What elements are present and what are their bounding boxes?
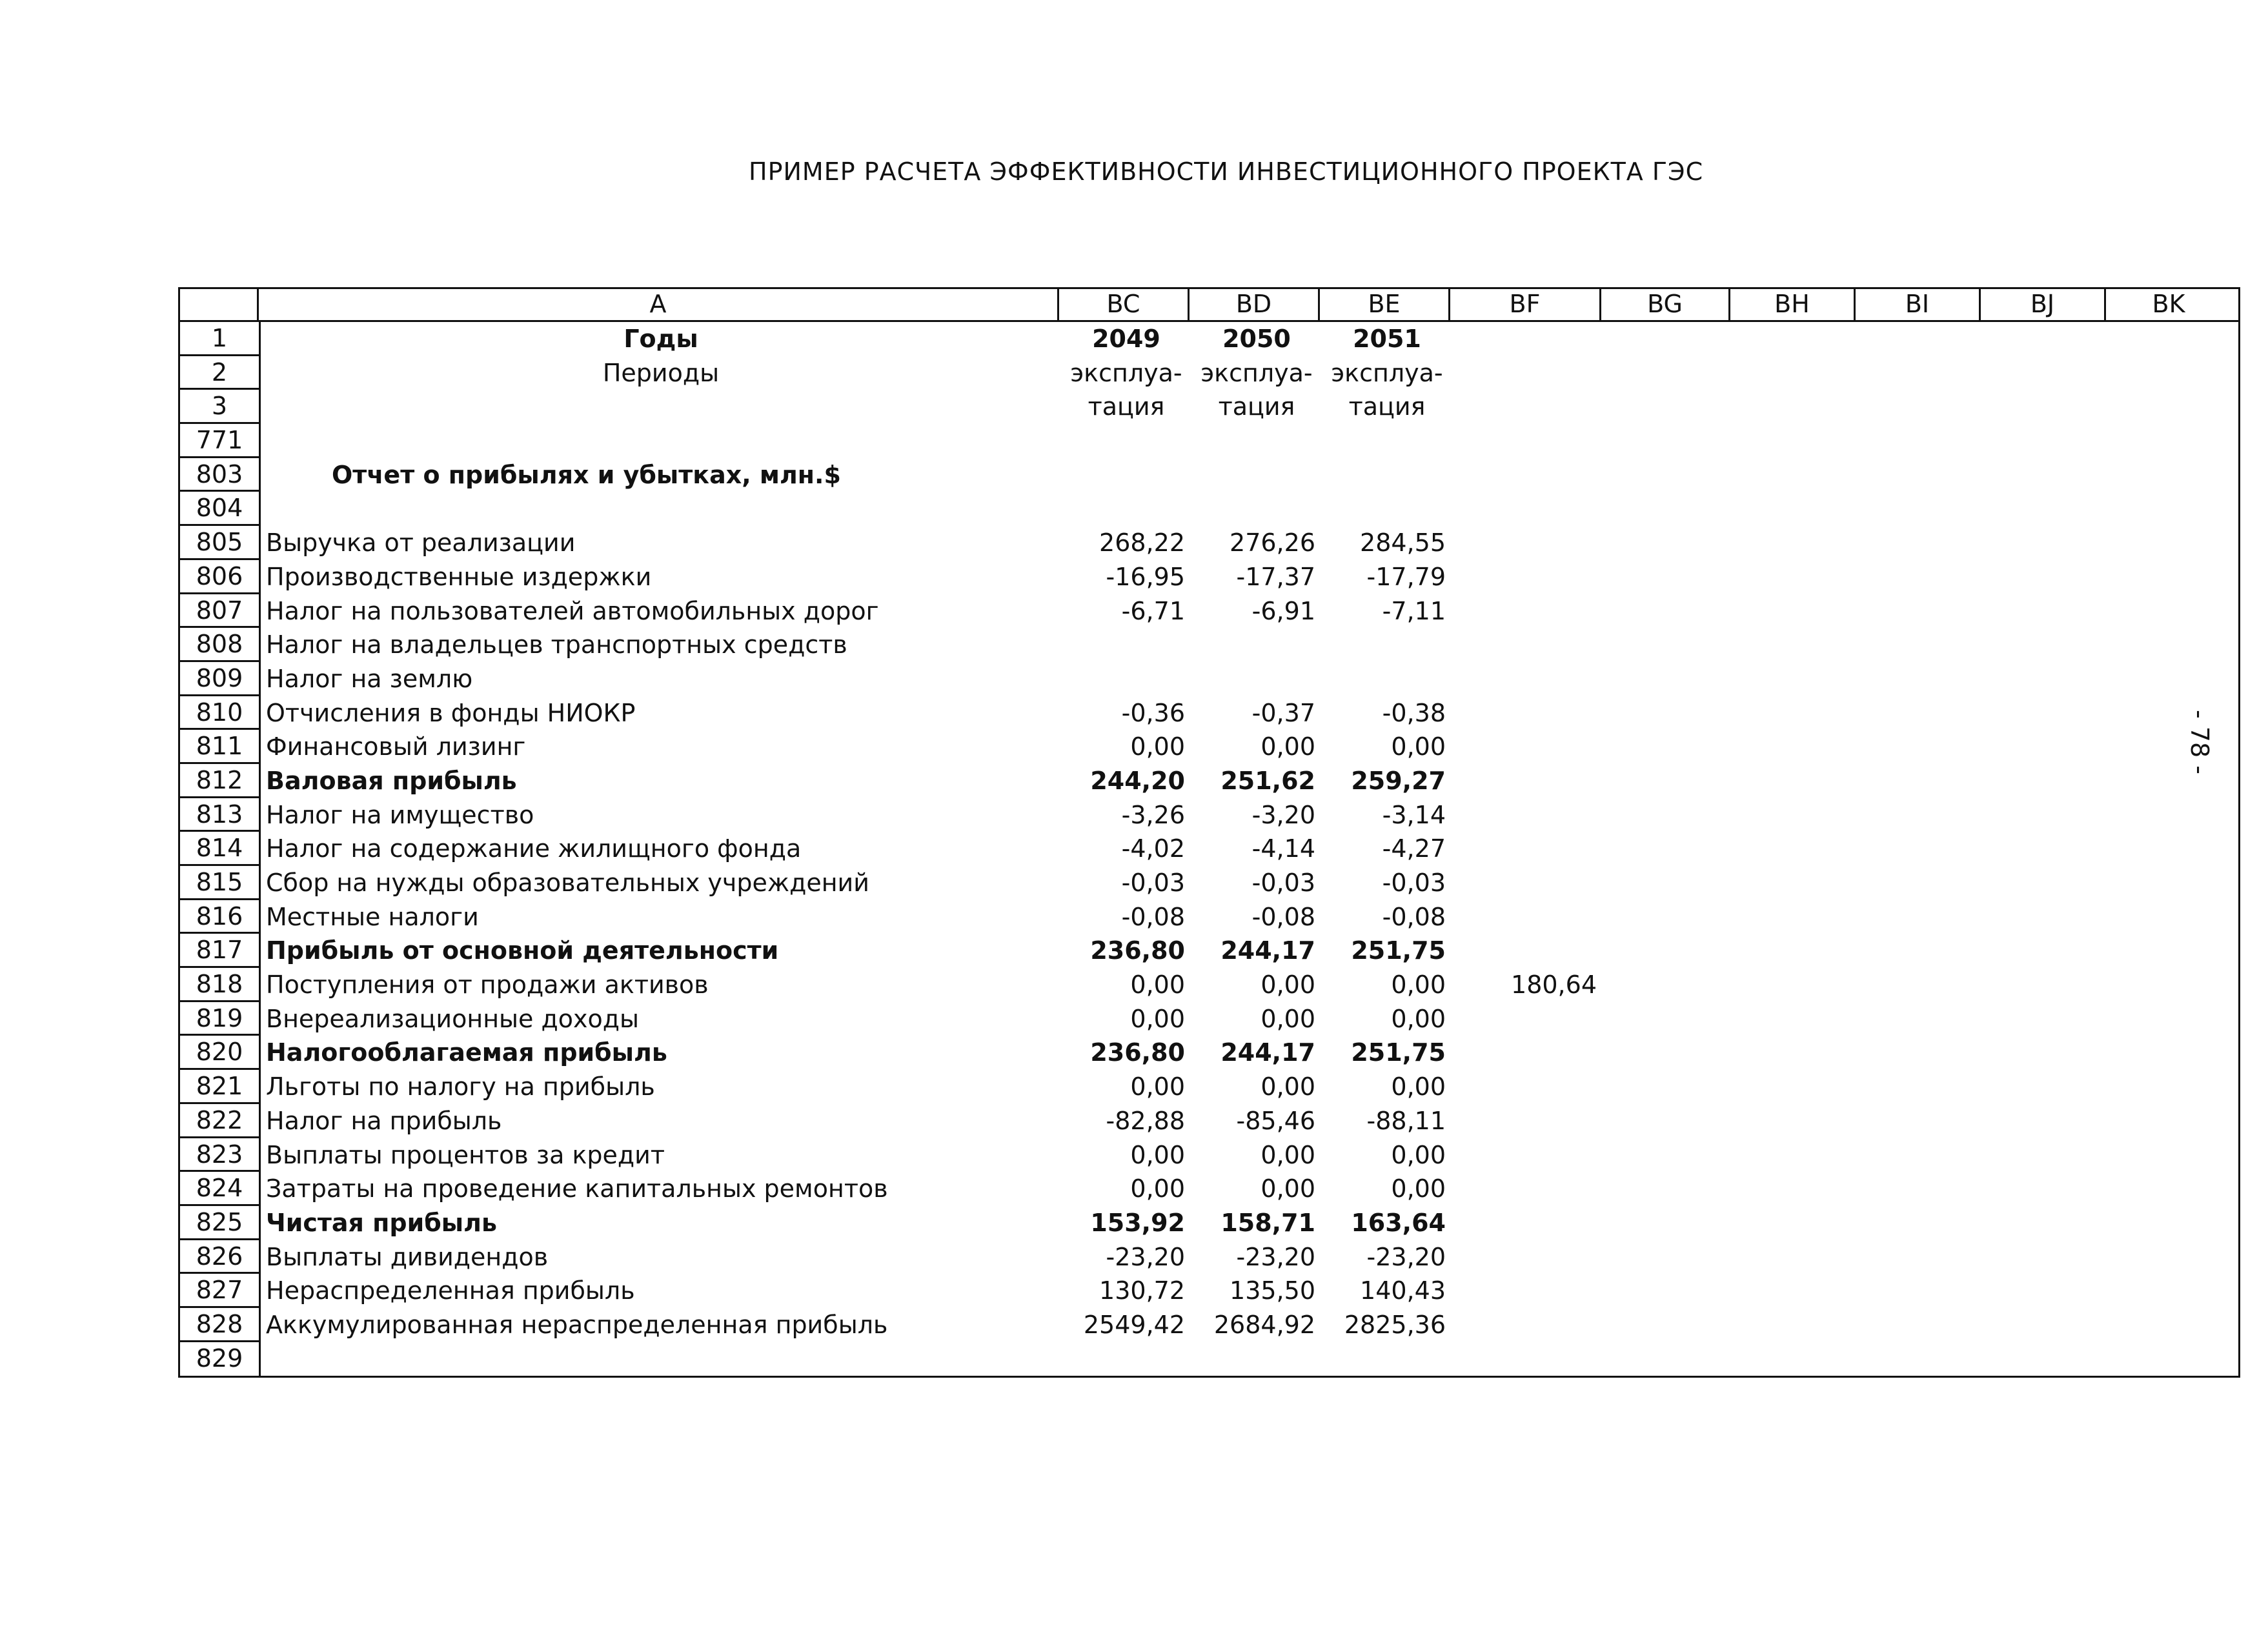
row-number[interactable]: 823: [180, 1138, 259, 1172]
cell-value-bf[interactable]: [1452, 1172, 1603, 1206]
cell-value-be[interactable]: -23,20: [1366, 1242, 1446, 1271]
cell-label[interactable]: Валовая прибыль: [266, 766, 517, 795]
row-number[interactable]: 822: [180, 1104, 259, 1138]
table-row: [261, 1342, 2238, 1376]
page-number: - 78 -: [2185, 710, 2214, 774]
cell-label[interactable]: Периоды: [602, 358, 720, 387]
cell-value-bd[interactable]: [1191, 1342, 1322, 1376]
cell-value-bc[interactable]: 2549,42: [1083, 1310, 1185, 1339]
cell-value-bd[interactable]: [1191, 424, 1322, 458]
cell-value-bd[interactable]: [1191, 628, 1322, 662]
row-number[interactable]: 807: [180, 594, 259, 629]
cell-value-bf[interactable]: [1452, 696, 1603, 730]
cell-value-bf[interactable]: [1452, 934, 1603, 968]
row-number[interactable]: 811: [180, 730, 259, 764]
cell-value-bc[interactable]: 0,00: [1130, 1004, 1185, 1033]
cell-value-bc[interactable]: [1061, 662, 1191, 696]
cell-label[interactable]: Налогооблагаемая прибыль: [266, 1038, 667, 1067]
cell-value-bc[interactable]: -0,36: [1121, 698, 1185, 727]
cell-value-be[interactable]: 0,00: [1391, 1140, 1446, 1169]
cell-value-bf[interactable]: [1452, 390, 1603, 424]
row-number[interactable]: 816: [180, 900, 259, 934]
row-number[interactable]: 805: [180, 526, 259, 560]
table-row: [261, 1104, 2238, 1138]
cell-value-bf[interactable]: [1452, 662, 1603, 696]
cell-value-bc[interactable]: 244,20: [1090, 766, 1185, 795]
cell-value-bc[interactable]: 0,00: [1130, 1140, 1185, 1169]
cell-value-be[interactable]: -4,27: [1382, 834, 1446, 863]
row-number[interactable]: 826: [180, 1240, 259, 1274]
cell-label[interactable]: Финансовый лизинг: [266, 732, 526, 761]
cell-value-bf[interactable]: [1452, 1070, 1603, 1104]
table-row: [261, 968, 2238, 1002]
cell-value-be[interactable]: тация: [1348, 392, 1426, 421]
cell-label[interactable]: Чистая прибыль: [266, 1208, 497, 1237]
cell-label[interactable]: Местные налоги: [266, 902, 479, 931]
cell-value-bf[interactable]: [1452, 866, 1603, 900]
cell-value-bd[interactable]: -0,03: [1251, 869, 1315, 897]
cell-value-bf[interactable]: [1452, 1308, 1603, 1342]
table-row: [261, 492, 2238, 526]
cell-value-bf[interactable]: [1452, 764, 1603, 798]
cell-value-bd[interactable]: 0,00: [1261, 1072, 1315, 1102]
cell-value-be[interactable]: 0,00: [1391, 971, 1446, 1000]
page-title: ПРИМЕР РАСЧЕТА ЭФФЕКТИВНОСТИ ИНВЕСТИЦИОННОГО ПРОЕКТА ГЭС: [749, 157, 1704, 186]
cell-value-bc[interactable]: эксплуа-: [1070, 358, 1182, 387]
cell-value-bf[interactable]: [1452, 458, 1603, 492]
row-number[interactable]: 813: [180, 798, 259, 832]
row-number[interactable]: 819: [180, 1002, 259, 1036]
cell-value-bd[interactable]: [1191, 492, 1322, 526]
cell-value-bc[interactable]: -6,71: [1121, 596, 1185, 625]
cell-value-bf[interactable]: [1452, 526, 1603, 560]
cell-value-bd[interactable]: 251,62: [1220, 766, 1315, 795]
row-number[interactable]: 824: [180, 1172, 259, 1206]
column-header[interactable]: BI: [1856, 289, 1981, 320]
row-number[interactable]: 814: [180, 832, 259, 866]
table-row: [261, 866, 2238, 900]
cell-label[interactable]: Отчисления в фонды НИОКР: [266, 698, 636, 727]
table-row: [261, 764, 2238, 798]
cell-label[interactable]: Прибыль от основной деятельности: [266, 936, 779, 965]
cell-value-bc[interactable]: 153,92: [1090, 1208, 1185, 1237]
column-header[interactable]: BE: [1320, 289, 1450, 320]
table-row: [261, 390, 2238, 424]
cell-value-bc[interactable]: 236,80: [1090, 1038, 1185, 1067]
cell-label[interactable]: Налог на пользователей автомобильных дорог: [266, 596, 879, 625]
table-row: [261, 1206, 2238, 1240]
cell-value-bc[interactable]: тация: [1088, 392, 1165, 421]
cell-label[interactable]: Отчет о прибылях и убытках, млн.$: [332, 460, 841, 489]
cell-value-bc[interactable]: [1061, 628, 1191, 662]
cell-value-bd[interactable]: -0,37: [1251, 698, 1315, 727]
cell-value-be[interactable]: 259,27: [1351, 766, 1446, 795]
row-number[interactable]: 820: [180, 1036, 259, 1070]
cell-label[interactable]: Затраты на проведение капитальных ремонтов: [266, 1174, 888, 1203]
cell-label[interactable]: Выплаты дивидендов: [266, 1242, 549, 1271]
table-row: [261, 458, 2238, 492]
row-number[interactable]: 817: [180, 934, 259, 968]
row-number[interactable]: 818: [180, 968, 259, 1002]
cell-value-be[interactable]: [1322, 492, 1452, 526]
cell-value-bf[interactable]: [1452, 1274, 1603, 1308]
cell-value-be[interactable]: -7,11: [1382, 596, 1446, 625]
cell-label[interactable]: Налог на содержание жилищного фонда: [266, 834, 802, 863]
cell-value-bf[interactable]: [1452, 322, 1603, 356]
table-row: [261, 1274, 2238, 1308]
cell-label[interactable]: Аккумулированная нераспределенная прибыль: [266, 1310, 888, 1339]
table-row: [261, 1036, 2238, 1070]
cell-label[interactable]: [261, 424, 1061, 458]
cell-value-bd[interactable]: -0,08: [1251, 902, 1315, 931]
cell-value-bc[interactable]: -16,95: [1106, 562, 1185, 591]
cell-label[interactable]: Нераспределенная прибыль: [266, 1276, 635, 1305]
cell-value-bf[interactable]: 180,64: [1511, 971, 1597, 1000]
cell-value-bf[interactable]: [1452, 1002, 1603, 1036]
row-number[interactable]: 810: [180, 696, 259, 730]
cell-value-bd[interactable]: 158,71: [1220, 1208, 1315, 1237]
cell-value-bd[interactable]: 0,00: [1261, 971, 1315, 1000]
cell-value-be[interactable]: [1322, 424, 1452, 458]
row-number[interactable]: 812: [180, 764, 259, 798]
table-row: [261, 1070, 2238, 1104]
cell-value-bd[interactable]: -23,20: [1236, 1242, 1315, 1271]
cell-label[interactable]: Годы: [623, 325, 698, 353]
cell-value-bf[interactable]: [1452, 900, 1603, 934]
cell-value-bf[interactable]: [1452, 832, 1603, 866]
column-header[interactable]: BC: [1059, 289, 1190, 320]
table-row: [261, 594, 2238, 629]
cell-label[interactable]: [261, 390, 1061, 424]
cell-label[interactable]: Налог на землю: [266, 664, 473, 693]
cell-value-be[interactable]: [1322, 1342, 1452, 1376]
row-number[interactable]: 808: [180, 628, 259, 662]
cell-value-be[interactable]: [1322, 458, 1452, 492]
cell-value-bf[interactable]: [1452, 560, 1603, 594]
column-header[interactable]: BJ: [1981, 289, 2106, 320]
row-number[interactable]: 821: [180, 1070, 259, 1104]
table-row: [261, 628, 2238, 662]
cell-value-bf[interactable]: [1452, 1206, 1603, 1240]
cell-value-bc[interactable]: [1061, 492, 1191, 526]
cell-value-be[interactable]: [1322, 628, 1452, 662]
spreadsheet: [178, 287, 2240, 1378]
cell-value-bd[interactable]: [1191, 662, 1322, 696]
cell-label[interactable]: Выплаты процентов за кредит: [266, 1140, 665, 1169]
cell-value-bf[interactable]: [1452, 730, 1603, 764]
cell-value-be[interactable]: -0,03: [1382, 869, 1446, 897]
cell-value-bc[interactable]: -0,03: [1121, 869, 1185, 897]
column-header[interactable]: BH: [1730, 289, 1856, 320]
cell-value-bc[interactable]: 0,00: [1130, 1174, 1185, 1203]
cell-value-bd[interactable]: 135,50: [1230, 1276, 1315, 1305]
row-number-column: [180, 322, 261, 1376]
cell-value-bd[interactable]: -85,46: [1236, 1106, 1315, 1135]
cell-value-bf[interactable]: [1452, 798, 1603, 832]
table-row: [261, 560, 2238, 594]
cell-value-bd[interactable]: [1191, 458, 1322, 492]
cell-value-be[interactable]: 251,75: [1351, 936, 1446, 965]
table-row: [261, 832, 2238, 866]
cell-value-bc[interactable]: 2049: [1092, 325, 1160, 353]
cell-value-bf[interactable]: [1452, 1240, 1603, 1274]
cell-value-bf[interactable]: [1452, 356, 1603, 390]
column-header-row: [180, 289, 2238, 322]
cell-value-bc[interactable]: [1061, 1342, 1191, 1376]
cell-label[interactable]: Налог на имущество: [266, 800, 534, 829]
cell-label[interactable]: [261, 1342, 1061, 1376]
cell-label[interactable]: Налог на прибыль: [266, 1106, 502, 1135]
cell-value-bd[interactable]: тация: [1218, 392, 1295, 421]
cell-value-bf[interactable]: [1452, 424, 1603, 458]
cell-value-bd[interactable]: 0,00: [1261, 1004, 1315, 1033]
cell-value-bc[interactable]: [1061, 424, 1191, 458]
cell-value-be[interactable]: -0,38: [1382, 698, 1446, 727]
cell-value-bc[interactable]: 0,00: [1130, 1072, 1185, 1102]
row-number[interactable]: 3: [180, 390, 259, 424]
table-row: [261, 662, 2238, 696]
cell-value-be[interactable]: 0,00: [1391, 1072, 1446, 1102]
column-header[interactable]: A: [259, 289, 1059, 320]
cell-value-be[interactable]: 284,55: [1360, 528, 1446, 558]
table-row: [261, 526, 2238, 560]
row-number[interactable]: 828: [180, 1308, 259, 1342]
cell-grid: [261, 322, 2238, 1376]
cell-value-bc[interactable]: -23,20: [1106, 1242, 1185, 1271]
row-number[interactable]: 803: [180, 458, 259, 492]
cell-value-bc[interactable]: 0,00: [1130, 732, 1185, 761]
cell-value-bc[interactable]: [1061, 458, 1191, 492]
row-number[interactable]: 2: [180, 356, 259, 390]
cell-value-bc[interactable]: -0,08: [1121, 902, 1185, 931]
cell-value-be[interactable]: эксплуа-: [1331, 358, 1443, 387]
cell-label[interactable]: Налог на владельцев транспортных средств: [266, 630, 847, 659]
cell-value-bd[interactable]: эксплуа-: [1200, 358, 1313, 387]
cell-label[interactable]: Производственные издержки: [266, 562, 652, 591]
cell-value-bd[interactable]: 2684,92: [1213, 1310, 1315, 1339]
cell-value-bd[interactable]: 276,26: [1230, 528, 1315, 558]
cell-label[interactable]: Сбор на нужды образовательных учреждений: [266, 869, 869, 897]
table-row: [261, 696, 2238, 730]
table-row: [261, 1172, 2238, 1206]
column-header[interactable]: BG: [1601, 289, 1730, 320]
cell-value-bd[interactable]: 0,00: [1261, 732, 1315, 761]
column-header[interactable]: BK: [2152, 290, 2185, 318]
cell-value-be[interactable]: -88,11: [1366, 1106, 1446, 1135]
cell-value-bc[interactable]: -3,26: [1121, 800, 1185, 829]
cell-label[interactable]: Выручка от реализации: [266, 528, 576, 558]
row-number[interactable]: 1: [180, 322, 259, 356]
table-row: [261, 798, 2238, 832]
cell-label[interactable]: Поступления от продажи активов: [266, 971, 709, 1000]
cell-value-bf[interactable]: [1452, 628, 1603, 662]
table-row: [261, 1138, 2238, 1172]
cell-value-be[interactable]: 251,75: [1351, 1038, 1446, 1067]
cell-value-bf[interactable]: [1452, 1104, 1603, 1138]
row-number[interactable]: 804: [180, 492, 259, 526]
cell-value-bd[interactable]: -17,37: [1236, 562, 1315, 591]
column-header[interactable]: BD: [1190, 289, 1320, 320]
cell-value-be[interactable]: -0,08: [1382, 902, 1446, 931]
cell-value-bc[interactable]: 0,00: [1130, 971, 1185, 1000]
cell-value-bf[interactable]: [1452, 1138, 1603, 1172]
cell-value-be[interactable]: -3,14: [1382, 800, 1446, 829]
cell-value-bc[interactable]: -4,02: [1121, 834, 1185, 863]
cell-value-bd[interactable]: -4,14: [1251, 834, 1315, 863]
cell-value-bd[interactable]: -3,20: [1251, 800, 1315, 829]
cell-label[interactable]: [261, 492, 1061, 526]
row-number[interactable]: 829: [196, 1343, 243, 1373]
cell-value-be[interactable]: 0,00: [1391, 1174, 1446, 1203]
cell-value-be[interactable]: 2051: [1353, 325, 1421, 353]
corner-cell[interactable]: [180, 289, 259, 320]
cell-label[interactable]: Внереализационные доходы: [266, 1004, 640, 1033]
cell-value-bd[interactable]: 2050: [1222, 325, 1291, 353]
cell-value-be[interactable]: 2825,36: [1344, 1310, 1446, 1339]
cell-value-bc[interactable]: -82,88: [1106, 1106, 1185, 1135]
table-row: [261, 730, 2238, 764]
table-row: [261, 1240, 2238, 1274]
cell-value-be[interactable]: 0,00: [1391, 732, 1446, 761]
table-row: [261, 356, 2238, 390]
table-row: [261, 1002, 2238, 1036]
row-number[interactable]: 771: [180, 424, 259, 458]
cell-value-be[interactable]: 0,00: [1391, 1004, 1446, 1033]
cell-value-bd[interactable]: 244,17: [1220, 1038, 1315, 1067]
cell-value-be[interactable]: 163,64: [1351, 1208, 1446, 1237]
cell-value-bf[interactable]: [1452, 492, 1603, 526]
table-row: [261, 1308, 2238, 1342]
cell-value-bd[interactable]: 0,00: [1261, 1174, 1315, 1203]
row-number[interactable]: 827: [180, 1274, 259, 1308]
cell-value-bd[interactable]: 0,00: [1261, 1140, 1315, 1169]
cell-value-be[interactable]: 140,43: [1360, 1276, 1446, 1305]
cell-value-bd[interactable]: -6,91: [1251, 596, 1315, 625]
table-row: [261, 900, 2238, 934]
row-number[interactable]: 806: [180, 560, 259, 594]
table-row: [261, 322, 2238, 356]
cell-value-be[interactable]: -17,79: [1366, 562, 1446, 591]
cell-value-bf[interactable]: [1452, 594, 1603, 629]
cell-value-bc[interactable]: 268,22: [1099, 528, 1185, 558]
cell-value-bc[interactable]: 130,72: [1099, 1276, 1185, 1305]
cell-value-bd[interactable]: 244,17: [1220, 936, 1315, 965]
table-row: [261, 934, 2238, 968]
table-row: [261, 424, 2238, 458]
row-number[interactable]: 815: [180, 866, 259, 900]
cell-value-be[interactable]: [1322, 662, 1452, 696]
column-header[interactable]: BF: [1450, 289, 1601, 320]
cell-value-bf[interactable]: [1452, 1342, 1603, 1376]
cell-label[interactable]: Льготы по налогу на прибыль: [266, 1072, 655, 1102]
cell-value-bf[interactable]: [1452, 1036, 1603, 1070]
row-number[interactable]: 809: [180, 662, 259, 696]
cell-value-bc[interactable]: 236,80: [1090, 936, 1185, 965]
row-number[interactable]: 825: [180, 1206, 259, 1240]
